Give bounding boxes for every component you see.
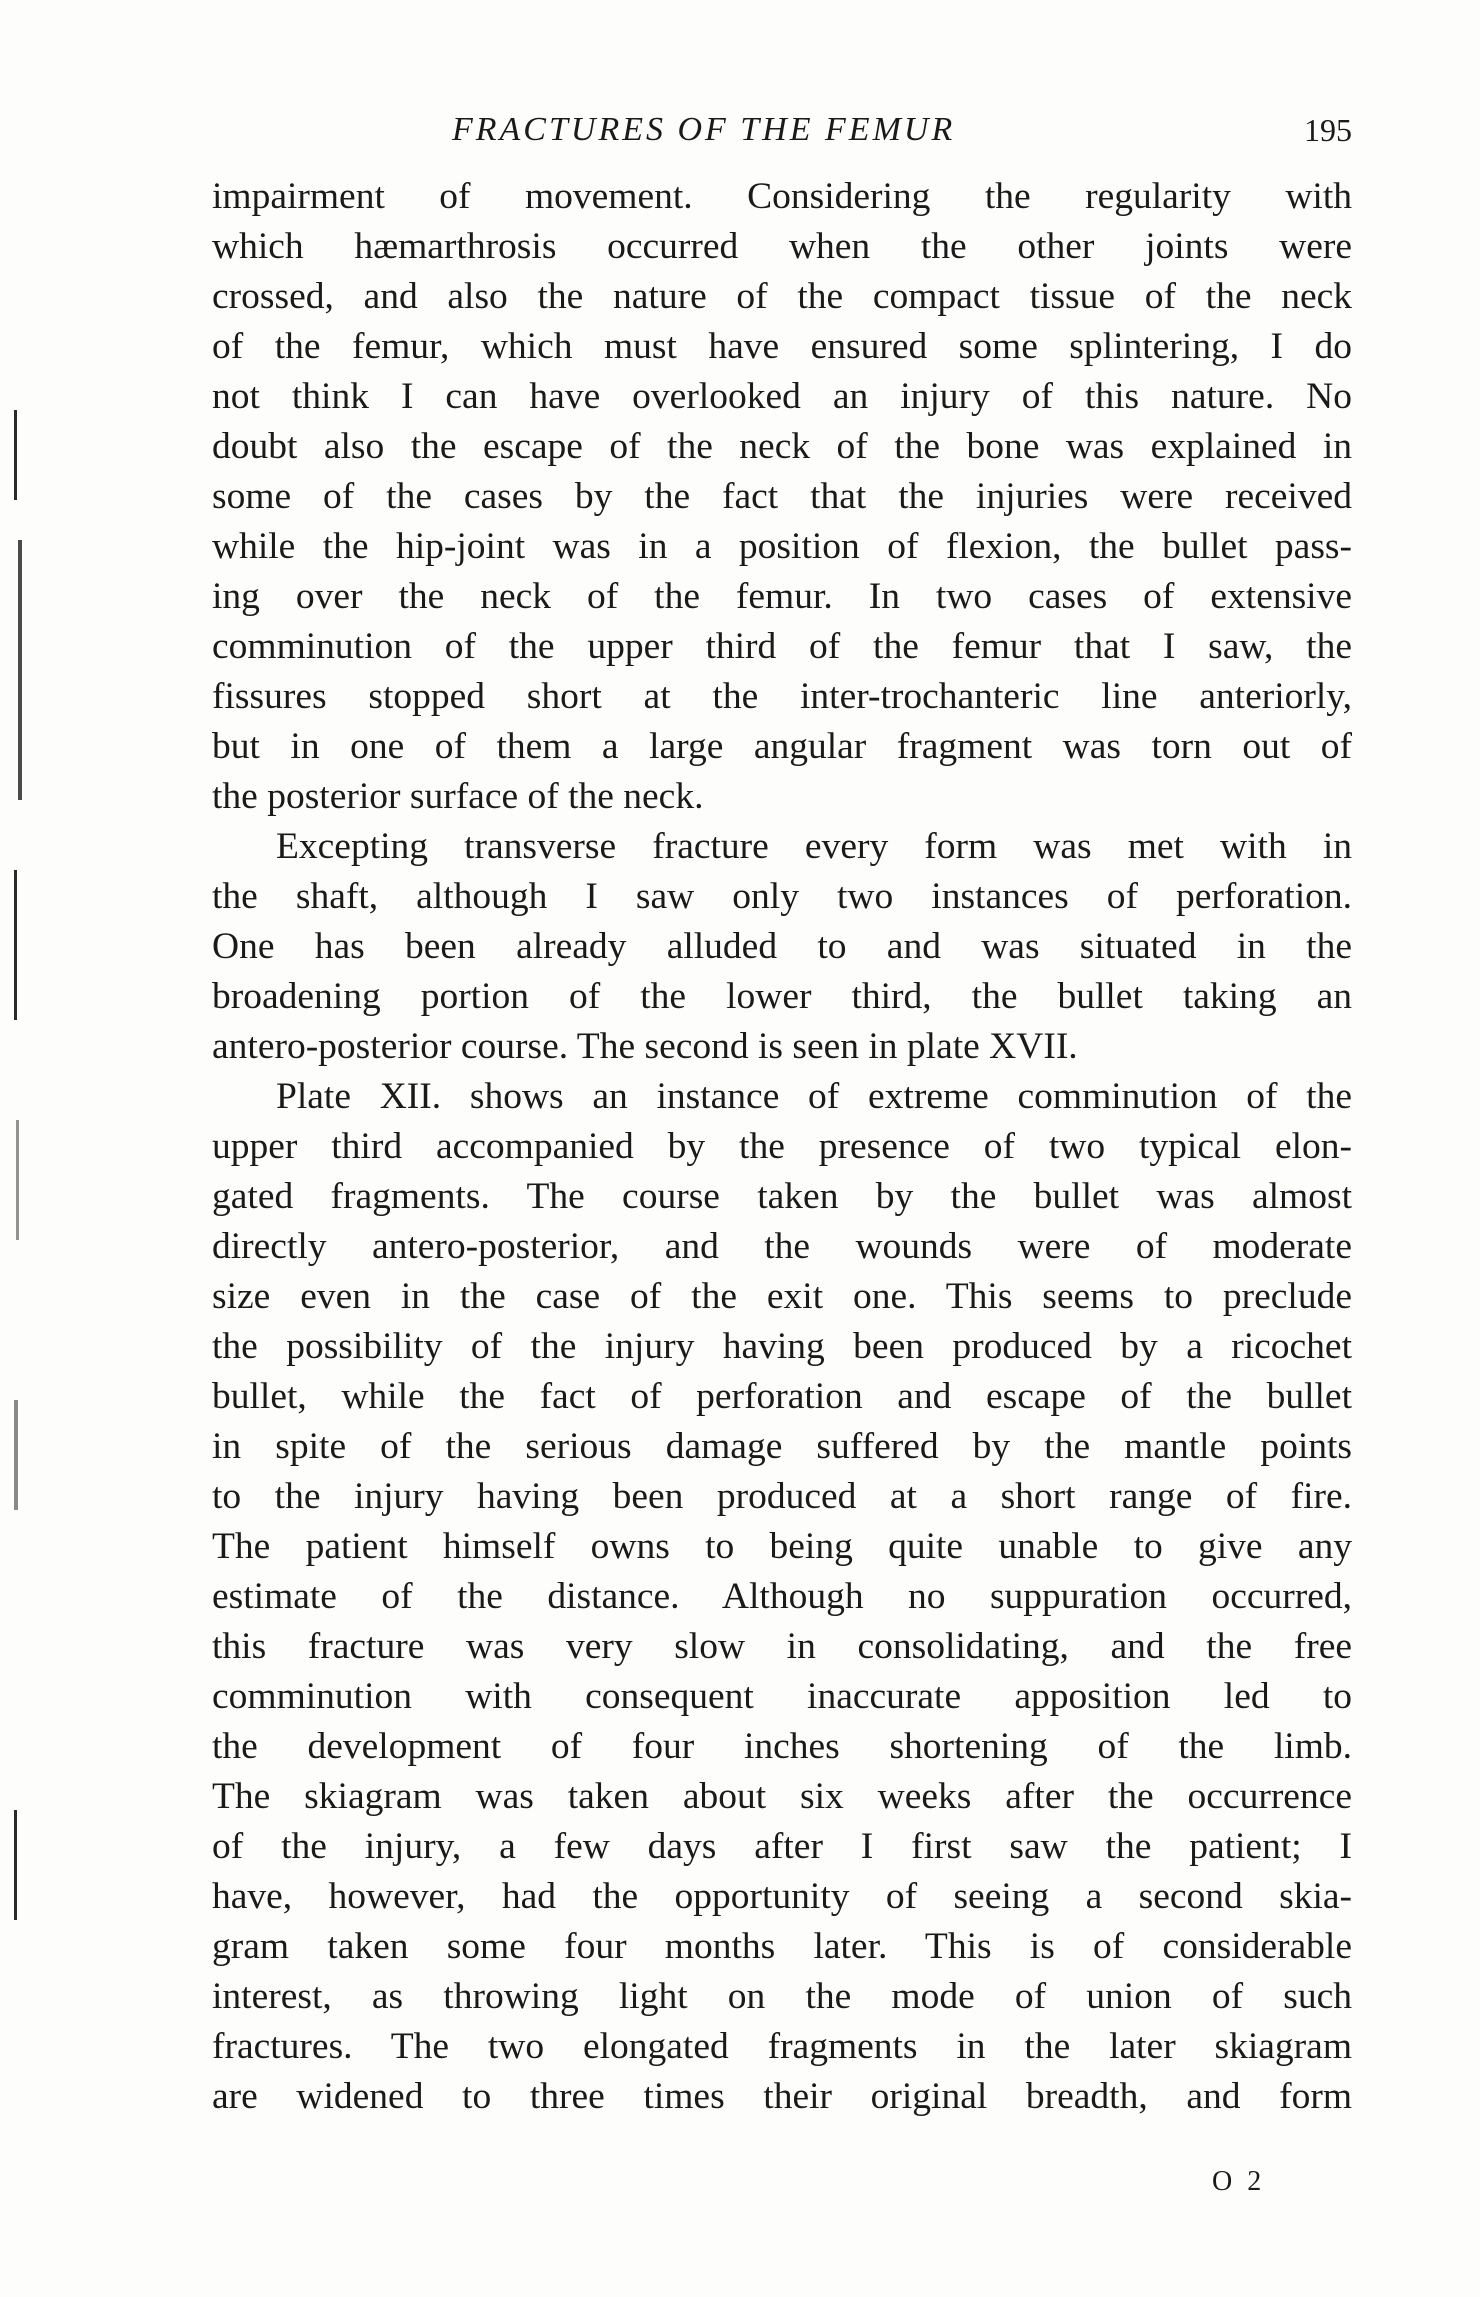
text-line: impairment of movement. Considering the regularity with [212,176,1352,217]
text-line: but in one of them a large angular fragment was torn out of [212,726,1352,767]
text-line: bullet, while the fact of perforation and escape of the bullet [212,1376,1352,1417]
text-line: the development of four inches shortening of the limb. [212,1726,1352,1767]
text-line: not think I can have overlooked an injury of this nature. No [212,376,1352,417]
text-line: upper third accompanied by the presence of two typical elon- [212,1126,1352,1167]
text-line: gated fragments. The course taken by the bullet was almost [212,1176,1352,1217]
text-line: ing over the neck of the femur. In two cases of extensive [212,576,1352,617]
margin-scan-mark [14,1810,17,1920]
text-line: in spite of the serious damage suffered by the mantle points [212,1426,1352,1467]
text-line: to the injury having been produced at a short range of fire. [212,1476,1352,1517]
text-line: estimate of the distance. Although no suppuration occurred, [212,1576,1352,1617]
text-line: comminution with consequent inaccurate apposition led to [212,1676,1352,1717]
text-line: of the femur, which must have ensured some splintering, I do [212,326,1352,367]
text-line: The skiagram was taken about six weeks after the occurrence [212,1776,1352,1817]
paragraph-first-line: Excepting transverse fracture every form was met with in [276,826,1352,867]
text-line: gram taken some four months later. This is of considerable [212,1926,1352,1967]
text-line: broadening portion of the lower third, the bullet taking an [212,976,1352,1017]
margin-scan-mark [14,410,17,500]
signature-mark: O 2 [1212,2166,1266,2197]
text-line: comminution of the upper third of the femur that I saw, the [212,626,1352,667]
text-line: this fracture was very slow in consolidating, and the free [212,1626,1352,1667]
text-line: fissures stopped short at the inter-trochanteric line anteriorly, [212,676,1352,717]
page-header [212,100,1352,160]
text-line: One has been already alluded to and was situated in the [212,926,1352,967]
paragraph-end-line: antero-posterior course. The second is seen in plate XVII. [212,1026,1078,1067]
text-line: fractures. The two elongated fragments in the later skiagram [212,2026,1352,2067]
text-line: size even in the case of the exit one. This seems to preclude [212,1276,1352,1317]
text-line: are widened to three times their original breadth, and form [212,2076,1352,2117]
text-line: have, however, had the opportunity of seeing a second skia- [212,1876,1352,1917]
text-line: of the injury, a few days after I first saw the patient; I [212,1826,1352,1867]
text-line: the shaft, although I saw only two instances of perforation. [212,876,1352,917]
margin-scan-mark [14,870,17,1020]
margin-scan-mark [16,1120,19,1240]
text-line: crossed, and also the nature of the compact tissue of the neck [212,276,1352,317]
paragraph-end-line: the posterior surface of the neck. [212,776,704,817]
text-line: while the hip-joint was in a position of flexion, the bullet pass- [212,526,1352,567]
text-line: some of the cases by the fact that the injuries were received [212,476,1352,517]
margin-scan-mark [18,540,22,800]
text-line: interest, as throwing light on the mode of union of such [212,1976,1352,2017]
paragraph-first-line: Plate XII. shows an instance of extreme comminution of the [276,1076,1352,1117]
text-line: the possibility of the injury having been produced by a ricochet [212,1326,1352,1367]
text-line: directly antero-posterior, and the wounds were of moderate [212,1226,1352,1267]
page-number: 195 [1304,112,1352,148]
running-title: FRACTURES OF THE FEMUR [452,111,956,148]
text-line: which hæmarthrosis occurred when the other joints were [212,226,1352,267]
margin-scan-mark [14,1400,18,1510]
body-text [212,172,1352,2122]
text-line: doubt also the escape of the neck of the bone was explained in [212,426,1352,467]
text-line: The patient himself owns to being quite unable to give any [212,1526,1352,1567]
